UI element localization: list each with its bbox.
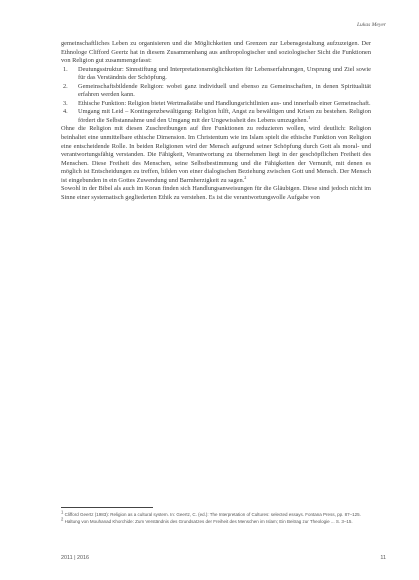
list-item [61,108,371,125]
footer-issue: 2011 | 2016 [61,555,89,561]
main-body-text [61,40,371,202]
footnote-number: 2 [61,516,64,522]
footnote-marker[interactable]: 1 [308,114,311,120]
list-item-text: Ethische Funktion: Religion bietet Wertmaßstäbe und Handlungsrichtlinien aus- und innerhalb einer Gemeinschaft. [78,99,371,107]
list-item [61,66,371,83]
body-paragraph [61,125,371,185]
list-item-text: Gemeinschaftsbildende Religion: wobei ganz individuell und ebenso zu Gemeinschaften, in denen Spiritualität erfahren werden kann. [78,82,371,99]
list-item [61,83,371,100]
footnote [61,509,371,518]
footnotes-section [61,509,371,526]
list-item [61,100,371,109]
intro-paragraph: gemeinschaftliches Leben zu organisieren und die Möglichkeiten und Grenzen zur Lebensgestaltung aufzuzeigen. Der Ethnologe Clifford Geertz hat in diesem Zusammenhang aus anthropologischer und soziologischer Sicht die Funktionen von Religion gut zusammengefasst: [61,40,371,65]
list-item-number: 4. [63,108,68,116]
footnote [61,516,371,525]
list-item-number: 1. [63,65,68,73]
footnote-divider [61,507,153,508]
list-item-text: Deutungsstruktur: Sinnstiftung und Interpretationsmöglichkeiten für Lebenserfahrungen, Ursprung und Ziel sowie für das Verständnis der Schöpfung. [78,65,371,82]
body-paragraph-text: Ohne die Religion mit diesen Zuschreibungen auf ihre Funktionen zu reduzieren wollen, wird deutlich: Religion beinhaltet eine unmittelbare ethische Dimension. Im Christentum wie im Islam spielt die ethische Funktion von Religion eine entscheidende Rolle. In beiden Religionen wird der Mensch aufgrund seiner Schöpfung durch Gott als moral- und verantwortungsfähig verstanden. Die Fähigkeit, Verantwortung zu übernehmen liegt in der geschöpflichen Freiheit des Menschen. Diese Freiheit des Menschen, seine Selbstbestimmung und die Fähigkeiten der Vernunft, mit denen es möglich ist Entscheidungen zu treffen, bilden von einer dialogischen Beziehung zwischen Gott und Mensch. Der Mensch ist eingebunden in ein Gottes Zuwendung und Barmherzigkeit zu sagen. [61,125,371,184]
body-paragraph: Sowohl in der Bibel als auch im Koran finden sich Handlungsanweisungen für die Gläubigen. Diese sind jedoch nicht im Sinne einer systematisch gegliederten Ethik zu verstehen. Es ist die verantwortungsvolle Aufgabe von [61,185,371,201]
footnote-marker[interactable]: 2 [244,174,247,180]
footnote-number: 1 [61,509,64,515]
running-header-author: Lukas Meyer [356,22,386,28]
list-item-number: 2. [63,82,68,90]
list-item-text: Umgang mit Leid – Kontingenzbewältigung: Religion hilft, Angst zu bewältigen und Krisen zu bestehen. Religion fördert die Selbstannahme und den Umgang mit der Ungewissheit des Lebens umzugehen. [78,108,371,124]
footnote-text: Haltung von Mouhanad Khorchide: Zum Verständnis des Grundsatzes der Freiheit des Menschen im Islam; Ein Beitrag zur Theologie ... S. 3–15. [64,518,353,524]
functions-list [61,66,371,126]
footnote-text: Clifford Geertz (1983): Religion as a cultural system. In: Geertz, C. (ed.): The Interpretation of Cultures: selected essays. Fontana Press, pp. 87–125. [64,512,361,517]
list-item-number: 3. [63,99,68,107]
page-number: 11 [380,555,386,561]
